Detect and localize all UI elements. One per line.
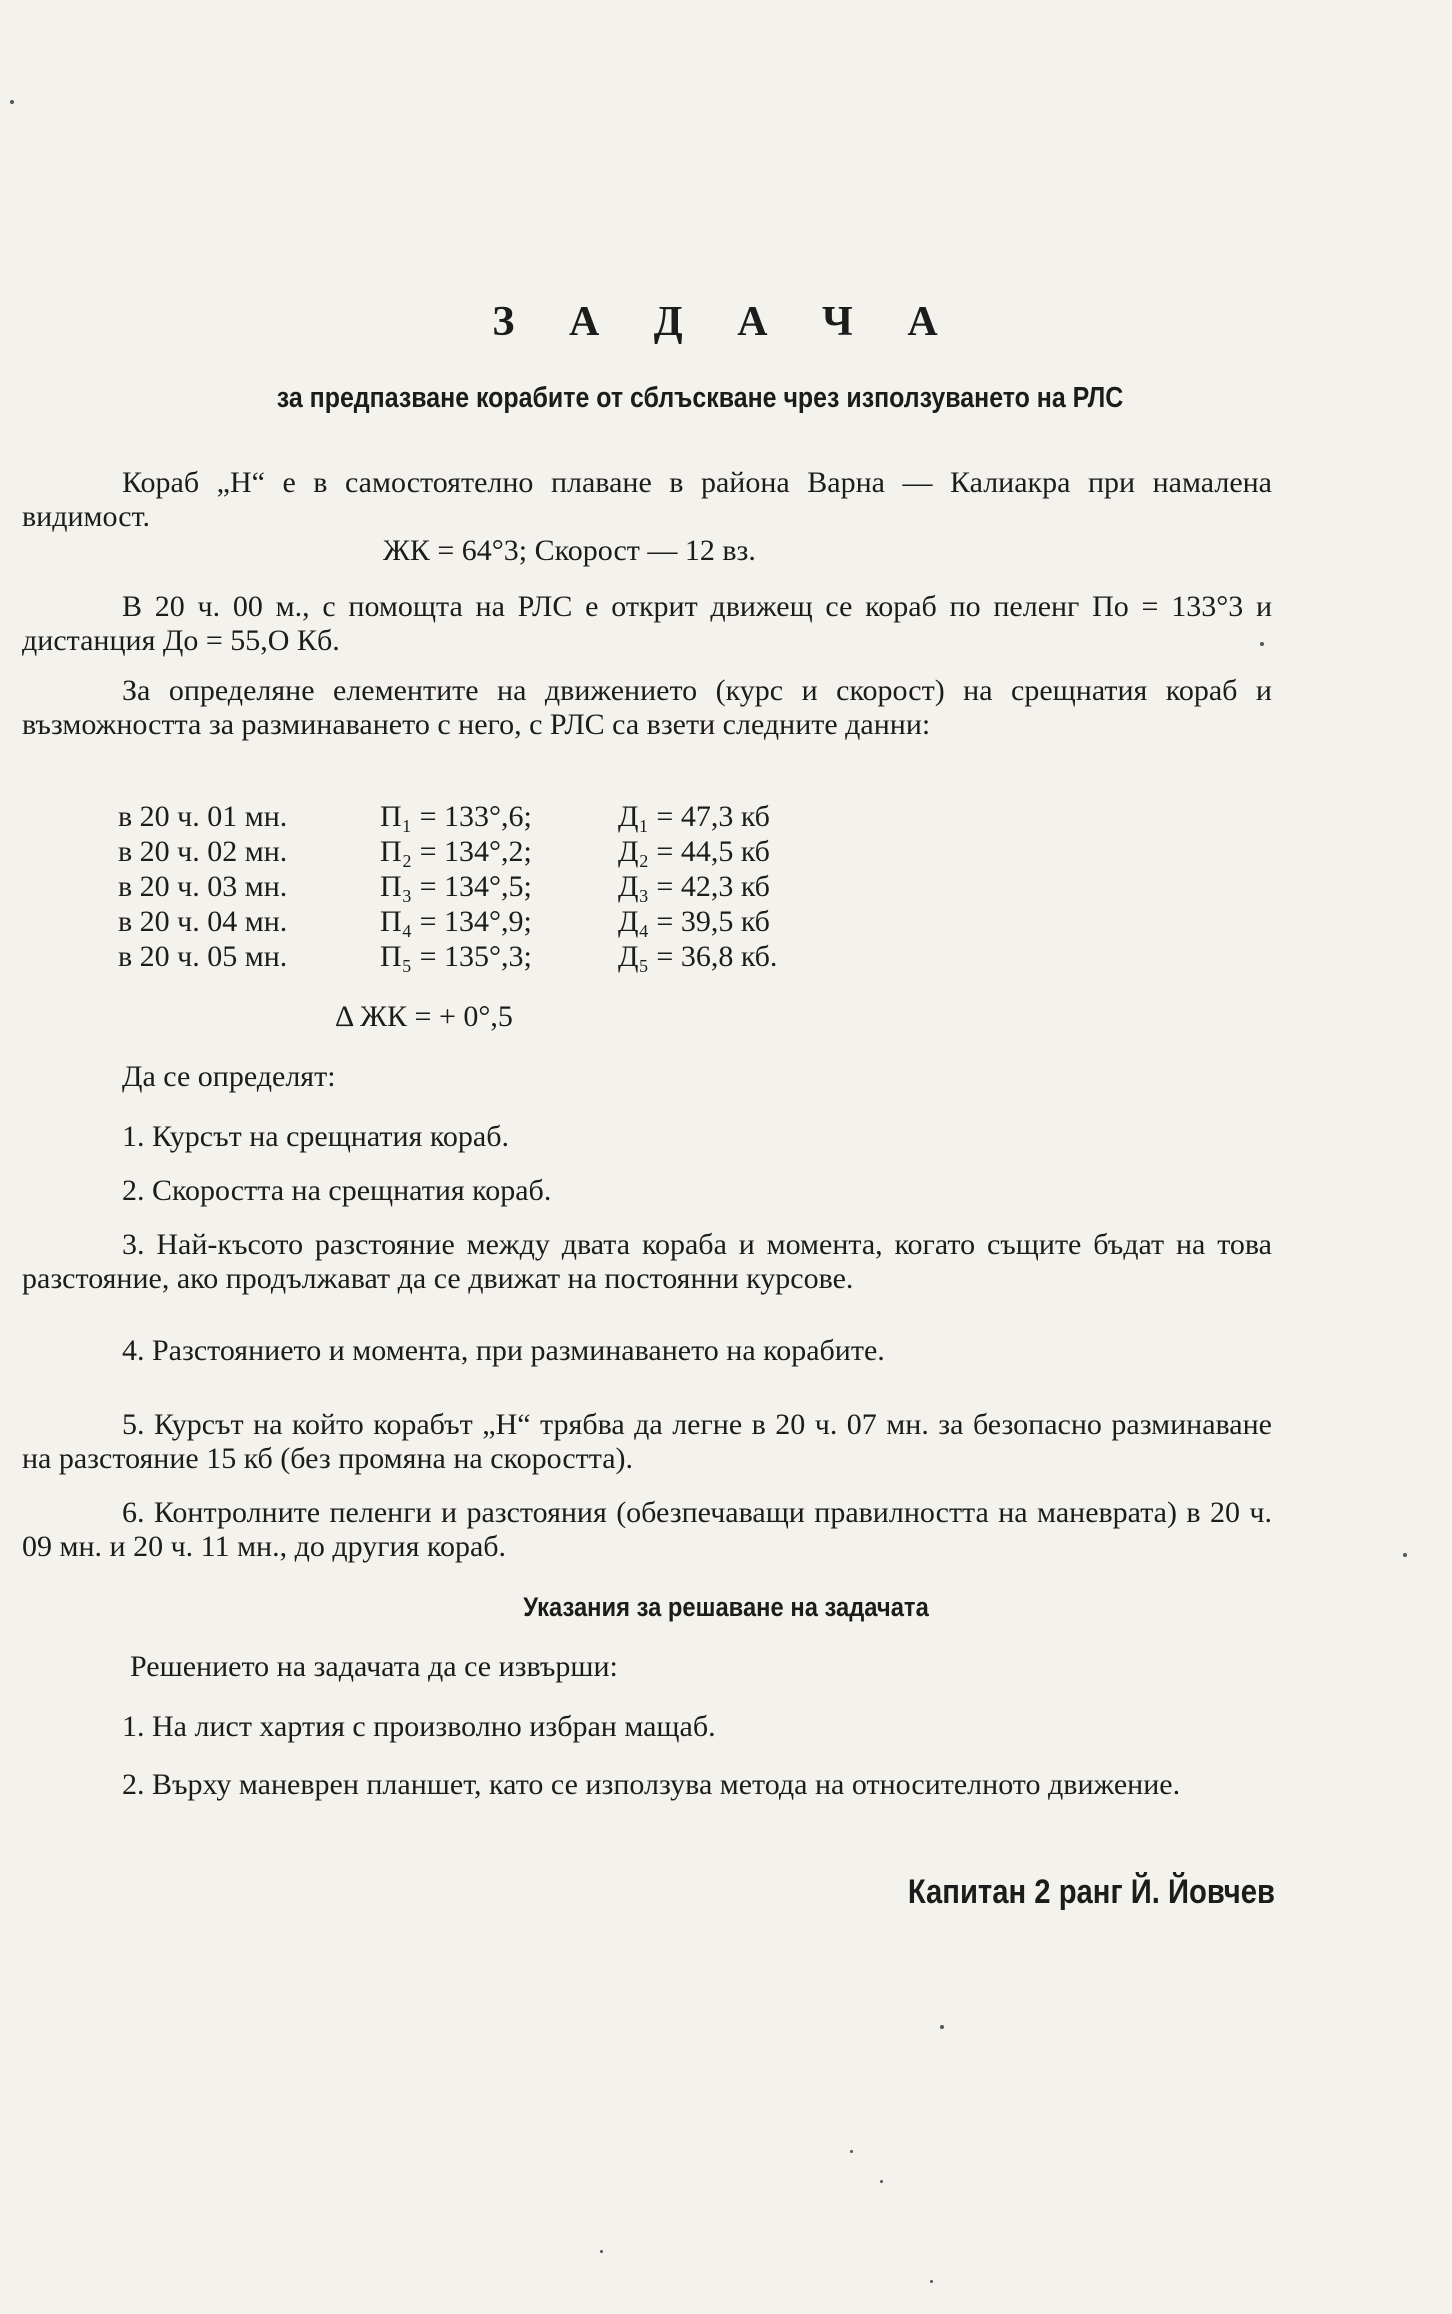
course-speed-line: ЖК = 64°3; Скорост — 12 вз. (383, 534, 756, 567)
measurement-distance: Д₁ = 47,3 кб (618, 800, 770, 833)
scan-speck (600, 2250, 603, 2253)
task-text: 3. Най-късото разстояние между двата кораба и момента, когато същите бъдат на това разстояние, ако продължават да се движат на постоянни курсове. (22, 1228, 1272, 1295)
measurement-bearing: П₃ = 134°,5; (380, 870, 532, 903)
solution-intro-text: Решението на задачата да се извърши: (130, 1650, 618, 1683)
scan-speck (880, 2180, 883, 2183)
measurement-distance: Д₂ = 44,5 кб (618, 835, 770, 868)
measurement-distance: Д₄ = 39,5 кб (618, 905, 770, 938)
measurement-bearing: П₁ = 133°,6; (380, 800, 532, 833)
measurement-bearing: П₄ = 134°,9; (380, 905, 532, 938)
task-item (22, 1334, 1272, 1368)
solution-text: 1. На лист хартия с произволно избран мащаб. (122, 1710, 716, 1743)
scan-speck (850, 2150, 853, 2153)
measurement-time: в 20 ч. 01 мн. (118, 800, 288, 833)
to-determine-label: Да се определят: (122, 1060, 336, 1093)
task-text: 5. Курсът на който корабът „Н“ трябва да легне в 20 ч. 07 мн. за безопасно разминаване на разстояние 15 кб (без промяна на скоростта). (22, 1408, 1272, 1475)
scan-speck (1403, 1553, 1407, 1557)
task-item (22, 1408, 1272, 1476)
page-title: З А Д А Ч А (492, 299, 960, 345)
measurement-bearing: П₂ = 134°,2; (380, 835, 532, 868)
intro-paragraph (22, 466, 1272, 534)
data-intro-text: За определяне елементите на движението (курс и скорост) на срещнатия кораб и възможността за разминаването с него, с РЛС са взети следните данни: (22, 674, 1272, 741)
measurement-time: в 20 ч. 02 мн. (118, 835, 288, 868)
scan-speck (1260, 642, 1264, 646)
scan-speck (940, 2025, 944, 2029)
task-text: 2. Скоростта на срещнатия кораб. (122, 1174, 552, 1207)
scan-speck (10, 100, 14, 104)
detection-text: В 20 ч. 00 м., с помощта на РЛС е открит движещ се кораб по пеленг По = 133°3 и дистанция До = 55,О Кб. (22, 590, 1272, 657)
course-correction: Δ ЖК = + 0°,5 (335, 1000, 513, 1033)
measurement-time: в 20 ч. 04 мн. (118, 905, 288, 938)
measurement-time: в 20 ч. 03 мн. (118, 870, 288, 903)
solution-item (22, 1710, 1272, 1744)
task-item (22, 1228, 1272, 1296)
author-signature: Капитан 2 ранг Й. Йовчев (907, 1873, 1275, 1911)
measurement-distance: Д₃ = 42,3 кб (618, 870, 770, 903)
instructions-heading: Указания за решаване на задачата (523, 1592, 929, 1622)
page-subtitle: за предпазване корабите от сблъскване чрез използуването на РЛС (276, 382, 1124, 414)
scan-speck (930, 2280, 933, 2283)
task-text: 1. Курсът на срещнатия кораб. (122, 1120, 509, 1153)
solution-intro (22, 1650, 1272, 1684)
solution-item (22, 1768, 1272, 1802)
task-text: 4. Разстоянието и момента, при разминаването на корабите. (122, 1334, 885, 1367)
task-text: 6. Контролните пеленги и разстояния (обезпечаващи правилността на маневрата) в 20 ч. 09 мн. и 20 ч. 11 мн., до другия кораб. (22, 1496, 1272, 1563)
measurement-distance: Д₅ = 36,8 кб. (618, 940, 778, 973)
measurement-bearing: П₅ = 135°,3; (380, 940, 532, 973)
solution-text: 2. Върху маневрен планшет, като се използува метода на относителното движение. (122, 1768, 1181, 1801)
data-intro-paragraph (22, 674, 1272, 742)
task-item (22, 1174, 1272, 1208)
intro-text: Кораб „Н“ е в самостоятелно плаване в района Варна — Калиакра при намалена видимост. (22, 466, 1272, 533)
detection-paragraph (22, 590, 1272, 658)
measurement-time: в 20 ч. 05 мн. (118, 940, 288, 973)
task-item (22, 1120, 1272, 1154)
task-item (22, 1496, 1272, 1564)
